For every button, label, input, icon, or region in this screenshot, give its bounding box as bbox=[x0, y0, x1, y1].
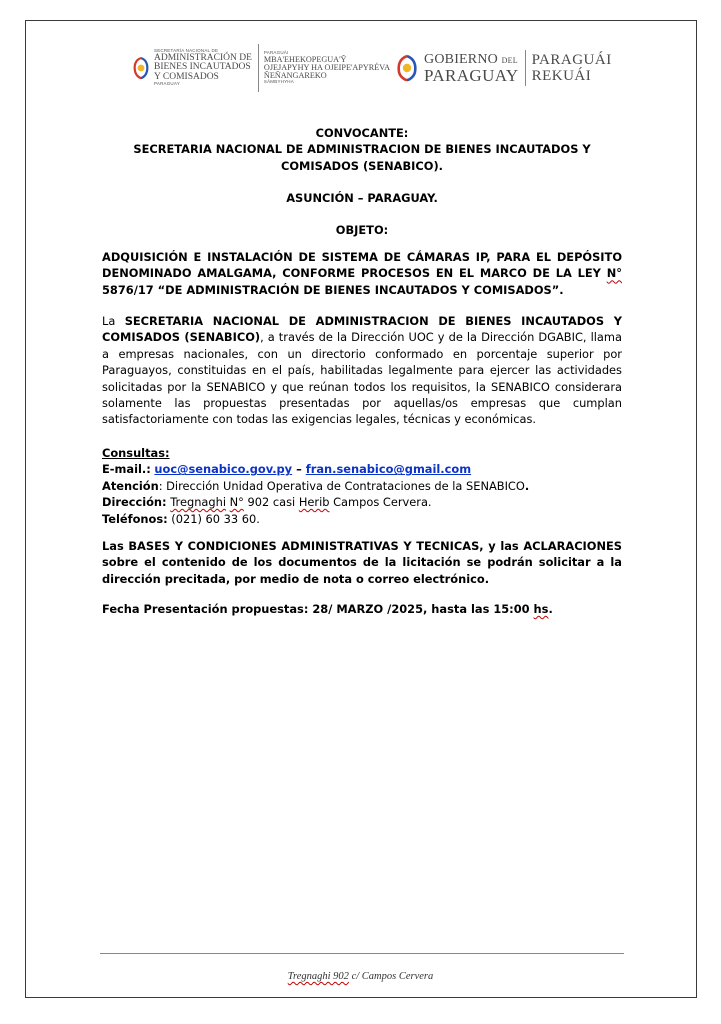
fecha-line: Fecha Presentación propuestas: 28/ MARZO /2025, hasta las 15:00 hs. bbox=[102, 602, 553, 616]
atencion-line: Atención: Dirección Unidad Operativa de Contrataciones de la SENABICO. bbox=[102, 478, 530, 493]
direccion-line: Dirección: Tregnaghi N° 902 casi Herib Campos Cervera. bbox=[102, 495, 432, 510]
sen-line2: BIENES INCAUTADOS bbox=[154, 62, 251, 73]
gobierno-line2: PARAGUAY bbox=[424, 65, 519, 85]
consultas-label: Consultas: bbox=[102, 446, 170, 460]
gua-small-bottom: SÃMBYHYHA bbox=[263, 79, 294, 85]
gua-small-top: PARAGUÁI bbox=[263, 50, 289, 56]
gua-line2: OJEJAPYHY HA OJEIPE'APYRÉVA bbox=[263, 62, 391, 72]
email-line: E-mail.: uoc@senabico.gov.py – fran.senabico@gmail.com bbox=[102, 462, 472, 477]
gua-line1: MBA'EHEKOPEGUA'Ỹ bbox=[263, 54, 347, 64]
objeto-label: OBJETO: bbox=[335, 223, 389, 237]
city: ASUNCIÓN – PARAGUAY. bbox=[286, 191, 438, 205]
gobierno-seal-icon bbox=[396, 54, 418, 82]
objeto-text: ADQUISICIÓN E INSTALACIÓN DE SISTEMA DE CÁMARAS IP, PARA EL DEPÓSITO DENOMINADO AMALGAMA, CONFORME PROCESOS EN EL MARCO DE LA LEY N° 5876/17 “DE ADMINISTRACIÓN DE BIENES INCAUTADOS Y COMISADOS”. bbox=[102, 250, 622, 297]
intro-paragraph: La SECRETARIA NACIONAL DE ADMINISTRACION DE BIENES INCAUTADOS Y COMISADOS (SENABICO), a través de la Dirección UOC y de la Dirección DGABIC, llama a empresas nacionales, con un directorio conformado en porcentaje superior por Paraguayos, constituidas en el país, habilitadas legalmente para ejercer las actividades solicitadas por la SENABICO y que reúnan todos los requisitos, la SENABICO considerara solamente las propuestas presentadas por aquellas/os empresas que cumplan satisfactoriamente con todas las exigencias legales, técnicas y económicas. bbox=[102, 314, 623, 427]
telefonos-line: Teléfonos: (021) 60 33 60. bbox=[102, 511, 260, 526]
letterhead bbox=[132, 42, 612, 94]
convocante-heading bbox=[102, 125, 622, 174]
bases-paragraph: Las BASES Y CONDICIONES ADMINISTRATIVAS Y TECNICAS, y las ACLARACIONES sobre el contenido de los documentos de la licitación se podrán solicitar a la dirección precitada, por medio de nota o correo electrónico. bbox=[102, 539, 622, 586]
convocante-name: SECRETARIA NACIONAL DE ADMINISTRACION DE BIENES INCAUTADOS Y COMISADOS (SENABICO). bbox=[133, 142, 591, 173]
email-link-uoc[interactable]: uoc@senabico.gov.py bbox=[154, 462, 293, 477]
footer-divider bbox=[100, 953, 624, 954]
gua-line3: ÑEÑANGAREKO bbox=[263, 71, 327, 81]
sen-line3: Y COMISADOS bbox=[154, 71, 219, 82]
paraguai-line2: REKUÁI bbox=[531, 68, 592, 84]
consultas-block bbox=[102, 445, 622, 527]
sen-small-bottom: PARAGUAY bbox=[154, 81, 180, 87]
paraguai-line1: PARAGUÁI bbox=[531, 51, 612, 68]
sen-small-top: SECRETARÍA NACIONAL DE bbox=[154, 48, 219, 54]
sen-line1: ADMINISTRACIÓN DE bbox=[154, 52, 252, 63]
footer-address: Tregnaghi 902 c/ Campos Cervera bbox=[287, 971, 434, 982]
senabico-seal-icon bbox=[132, 56, 150, 80]
email-link-fran[interactable]: fran.senabico@gmail.com bbox=[305, 462, 472, 477]
gobierno-line1: GOBIERNO DEL bbox=[424, 51, 518, 67]
convocante-label: CONVOCANTE: bbox=[315, 126, 409, 140]
